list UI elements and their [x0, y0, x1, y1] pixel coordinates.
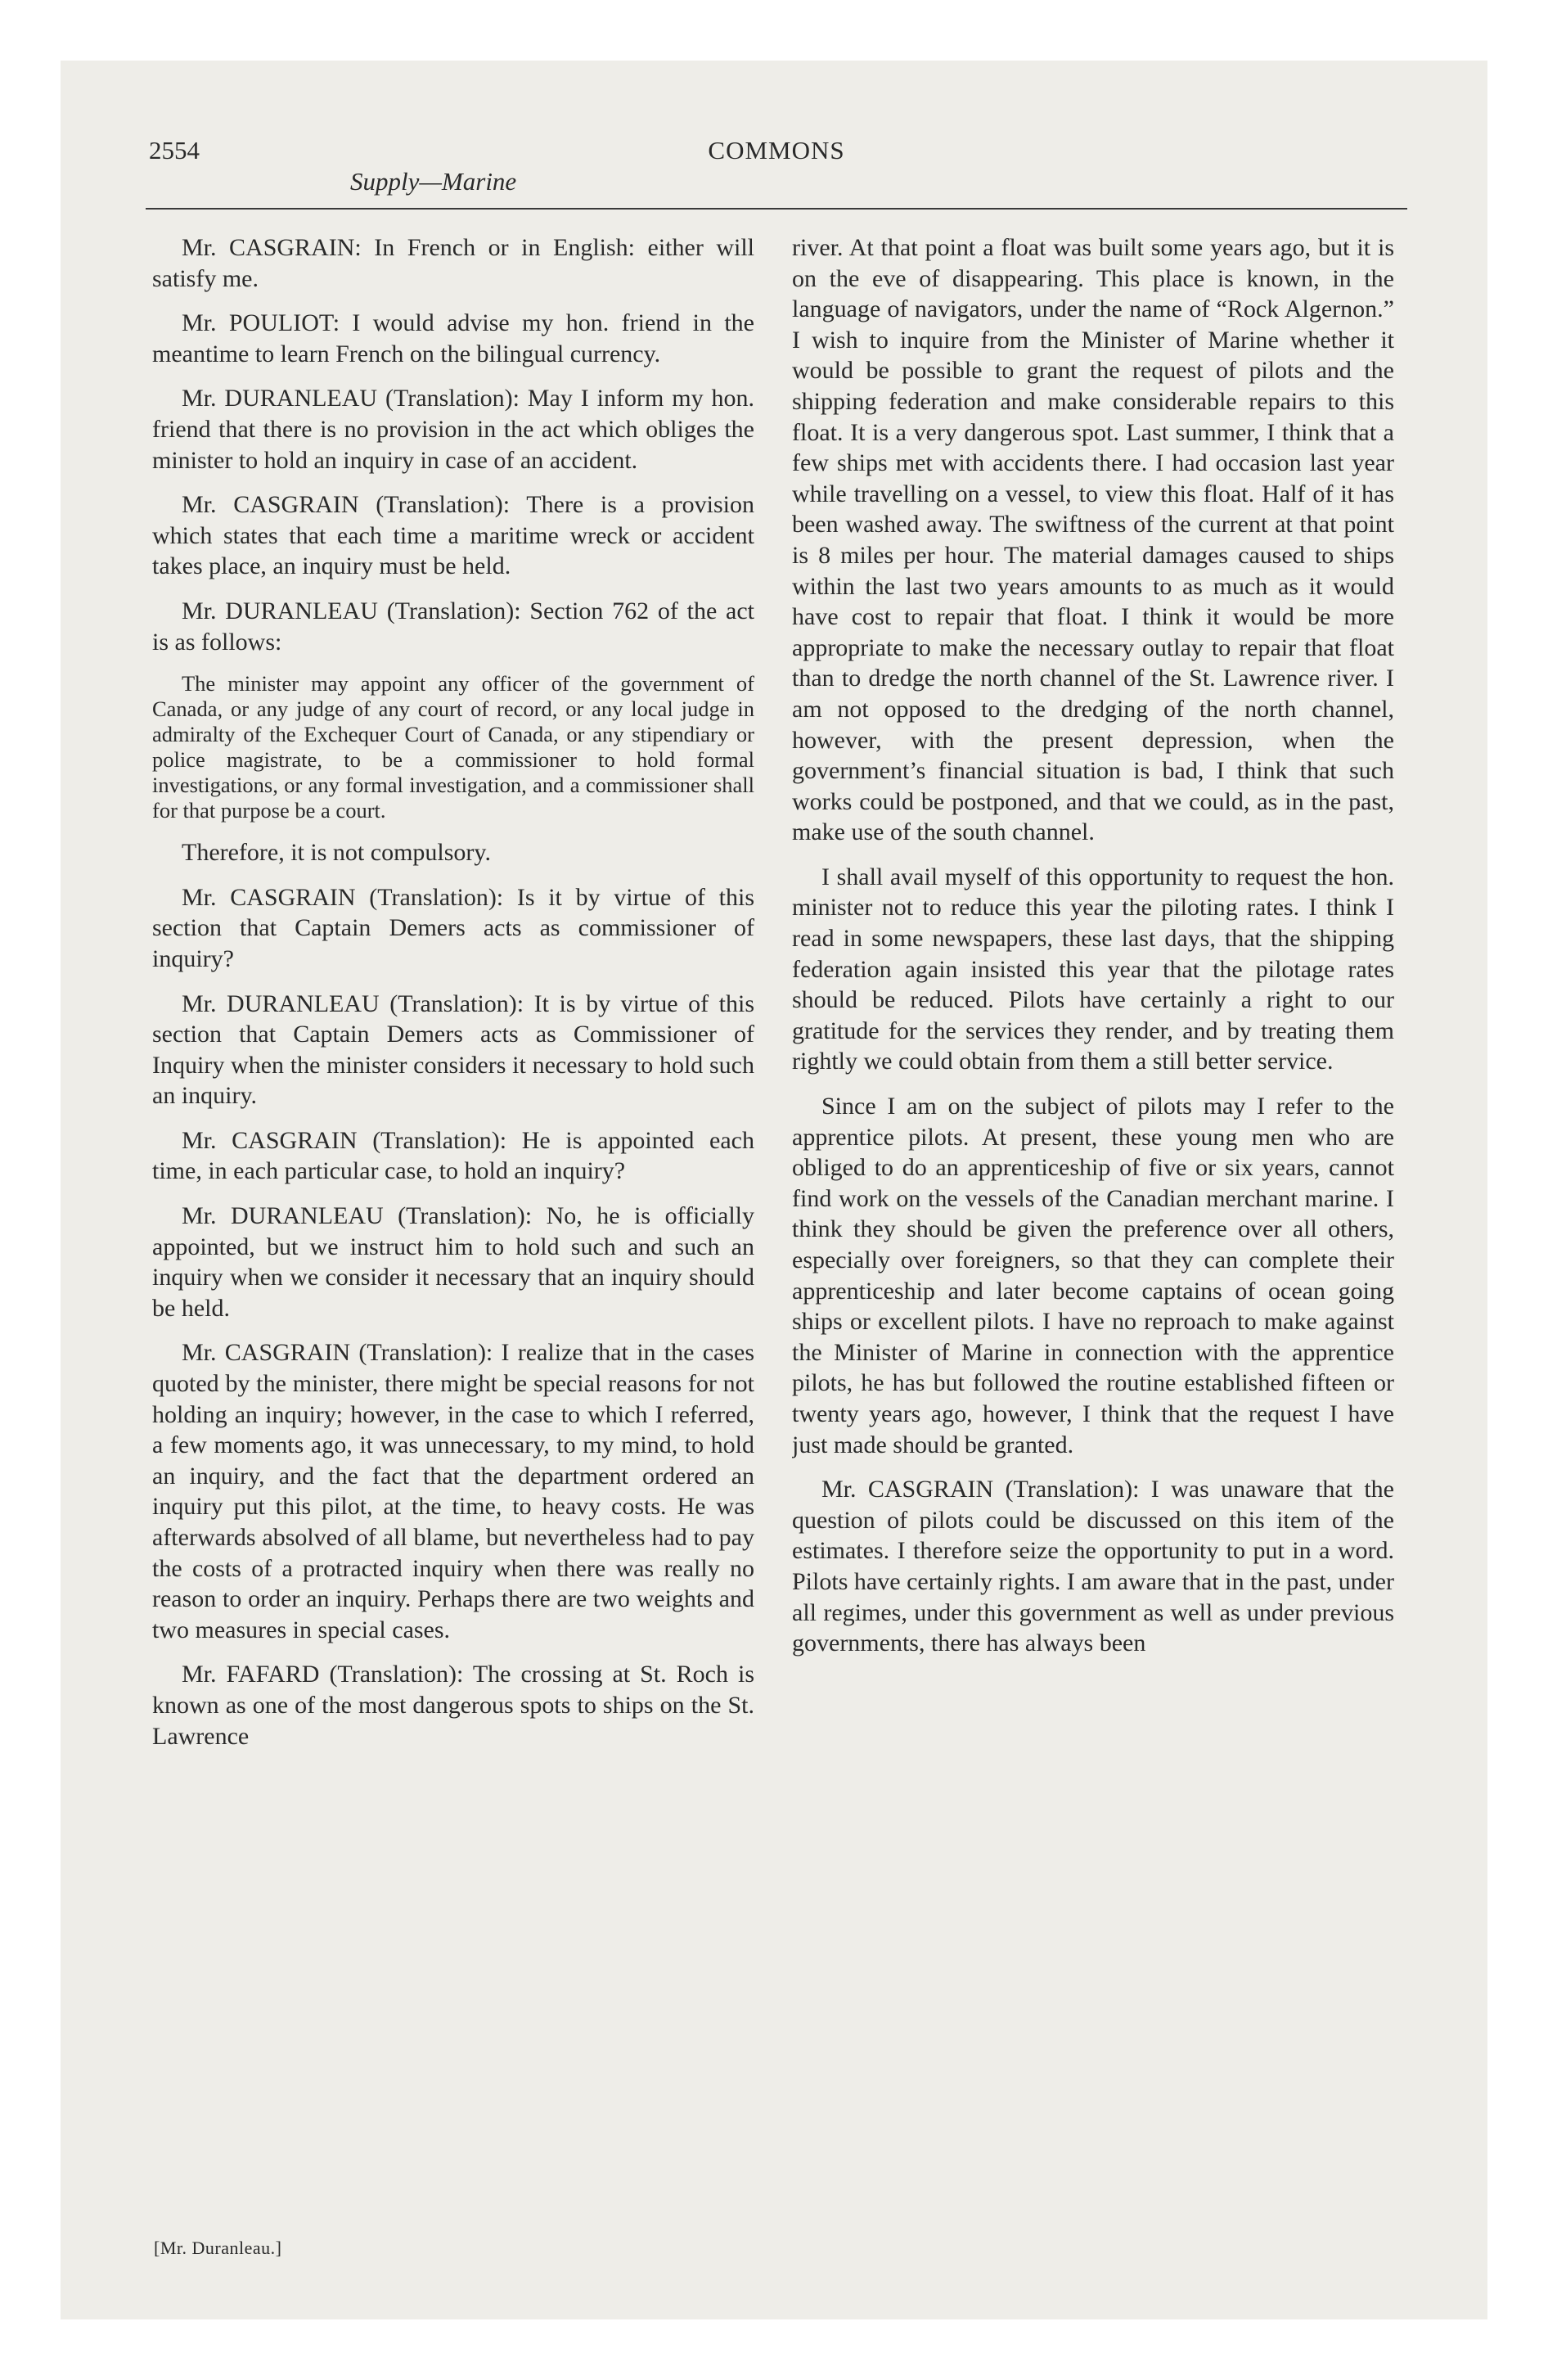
page-header [146, 115, 1407, 213]
speech-paragraph [152, 882, 754, 975]
speech-paragraph [152, 232, 754, 294]
quoted-statute [152, 671, 754, 823]
speaker-name: Mr. DURANLEAU (Translation): [182, 1202, 533, 1230]
speaker-name: Mr. CASGRAIN (Translation): [182, 883, 504, 911]
quote-text: The minister may appoint any officer of the government of Canada, or any judge of any court of record, or any local judge in admiralty of the Exchequer Court of Canada, or any stipendiary or police magistrate, to be a commissioner to hold formal investigations, or any formal investigation, and a commissioner shall for that purpose be a court. [152, 671, 754, 823]
header-rule [146, 208, 1407, 210]
speaker-name: Mr. CASGRAIN (Translation): [182, 1339, 493, 1367]
speech-paragraph [152, 383, 754, 476]
speech-paragraph [152, 308, 754, 369]
speech-paragraph [152, 1125, 754, 1187]
hansard-page [146, 115, 1407, 2275]
speech-paragraph [152, 489, 754, 582]
paragraph-text: The crossing at St. Roch is known as one of the most dangerous spots to ships on the St. Lawrence [152, 1661, 754, 1750]
paragraph-text: He is appointed each time, in each particular case, to hold an inquiry? [152, 1126, 754, 1185]
speech-paragraph [792, 1091, 1394, 1460]
speech-paragraph [792, 1474, 1394, 1659]
speech-paragraph [152, 1201, 754, 1323]
speaker-name: Mr. FAFARD (Translation): [182, 1661, 464, 1688]
footer-attribution: [Mr. Duranleau.] [154, 2238, 282, 2258]
paragraph-text: I realize that in the cases quoted by the minister, there might be special reasons for not holding an inquiry; however, in the case to which I referred, a few moments ago, it was unnecessary, to my mind, to hold an inquiry, and the fact that the department ordered an inquiry put this pilot, at the time, to heavy costs. He was afterwards absolved of all blame, but nevertheless had to pay the costs of a protracted inquiry when there was really no reason to order an inquiry. Perhaps there are two weights and two measures in special cases. [152, 1339, 754, 1643]
speaker-name: Mr. CASGRAIN: [182, 234, 362, 261]
speaker-name: Mr. DURANLEAU (Translation): [182, 597, 521, 624]
speech-paragraph [792, 232, 1394, 848]
speech-paragraph [152, 1659, 754, 1751]
speech-paragraph [152, 989, 754, 1111]
paragraph-text: It is by virtue of this section that Captain Demers acts as Commissioner of Inquiry when the minister considers it necessary to hold such an inquiry. [152, 989, 754, 1110]
left-column [152, 232, 754, 2229]
paragraph-text: Is it by virtue of this section that Captain Demers acts as commissioner of inquiry? [152, 883, 754, 972]
speech-paragraph [152, 837, 754, 868]
paragraph-text: I would advise my hon. friend in the meantime to learn French on the bilingual currency. [152, 309, 754, 367]
speaker-name: Mr. CASGRAIN (Translation): [821, 1476, 1140, 1503]
running-head: COMMONS [708, 136, 845, 165]
paragraph-text: Section 762 of the act is as follows: [152, 597, 754, 656]
section-title: Supply—Marine [350, 167, 517, 196]
speaker-name: Mr. CASGRAIN (Translation): [182, 491, 511, 519]
paragraph-text: river. At that point a float was built some years ago, but it is on the eve of disappearing. This place is known, in the language of navigators, under the name of “Rock Algernon.” I wish to inquire from the Minister of Marine whether it would be possible to grant the request of pilots and the shipping federation and make considerable repairs to this float. It is a very dangerous spot. Last summer, I think that a few ships met with accidents there. I had occasion last year while travelling on a vessel, to view this float. Half of it has been washed away. The swiftness of the current at that point is 8 miles per hour. The material damages caused to ships within the last two years amounts to as much as it would have cost to repair that float. I think it would be more appropriate to make the necessary outlay to repair that float than to dredge the north channel of the St. Lawrence river. I am not opposed to the dredging of the north channel, however, with the present depression, when the government’s financial situation is bad, I think that such works could be postponed, and that we could, as in the past, make use of the south channel. [792, 234, 1394, 846]
paragraph-text: No, he is officially appointed, but we instruct him to hold such and such an inquiry when we consider it necessary that an inquiry should be held. [152, 1202, 754, 1322]
speaker-name: Mr. POULIOT: [182, 309, 340, 337]
right-column [792, 232, 1394, 2229]
paragraph-text: Therefore, it is not compulsory. [182, 839, 491, 867]
paragraph-text: May I inform my hon. friend that there is no provision in the act which obliges the minister to hold an inquiry in case of an accident. [152, 385, 754, 474]
speaker-name: Mr. DURANLEAU (Translation): [182, 989, 524, 1017]
page-number: 2554 [149, 136, 200, 165]
speech-paragraph [152, 1337, 754, 1645]
paragraph-text: Since I am on the subject of pilots may I refer to the apprentice pilots. At present, these young men who are obliged to do an apprenticeship of five or six years, cannot find work on the vessels of the Canadian merchant marine. I think they should be given the preference over all others, especially over foreigners, so that they can complete their apprenticeship and later become captains of ocean going ships or excellent pilots. I have no reproach to make against the Minister of Marine in connection with the apprentice pilots, he has but followed the routine established fifteen or twenty years ago, however, I think that the request I have just made should be granted. [792, 1093, 1394, 1458]
paragraph-text: I shall avail myself of this opportunity to request the hon. minister not to reduce this year the piloting rates. I think I read in some newspapers, these last days, that the shipping federation again insisted this year that the pilotage rates should be reduced. Pilots have certainly a right to our gratitude for the services they render, and by treating them rightly we could obtain from them a still better service. [792, 863, 1394, 1075]
speech-paragraph [792, 862, 1394, 1077]
speaker-name: Mr. DURANLEAU (Translation): [182, 385, 520, 412]
speaker-name: Mr. CASGRAIN (Translation): [182, 1126, 507, 1154]
speech-paragraph [152, 596, 754, 657]
paragraph-text: I was unaware that the question of pilots could be discussed on this item of the estimates. I therefore seize the opportunity to put in a word. Pilots have certainly rights. I am aware that in the past, under all regimes, under this government as well as under previous governments, there has always been [792, 1476, 1394, 1657]
paragraph-text: In French or in English: either will satisfy me. [152, 234, 754, 292]
paragraph-text: There is a provision which states that each time a maritime wreck or accident takes place, an inquiry must be held. [152, 491, 754, 580]
